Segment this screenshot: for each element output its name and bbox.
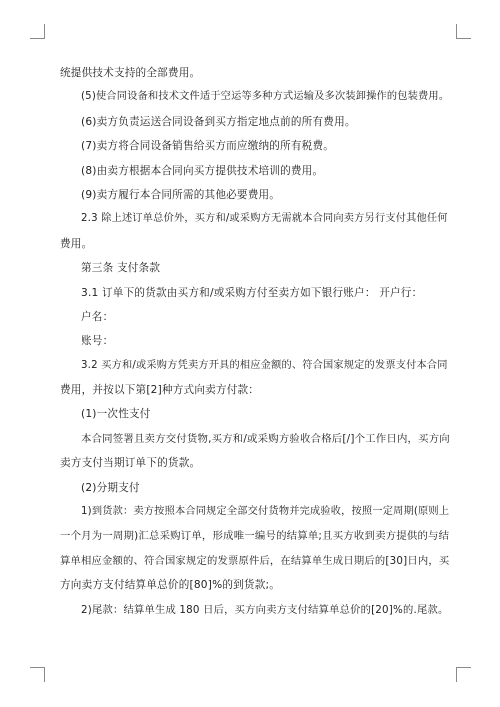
text-line: 本合同签署且卖方交付货物,买方和/或采购方验收合格后[/]个工作日内，买方向 <box>81 432 450 445</box>
text-line: 费用。 <box>60 237 93 250</box>
text-line: (6)卖方负责运送合同设备到买方指定地点前的所有费用。 <box>81 115 356 128</box>
text-line: 户名： <box>81 310 114 323</box>
text-line: (5)使合同设备和技术文件适于空运等多种方式运输及多次装卸操作的包装费用。 <box>81 91 450 103</box>
document-body <box>60 61 450 622</box>
text-line: 算单相应金额的、符合国家规定的发票原件后，在结算单生成日期后的[30]日内，买 <box>60 554 450 567</box>
crop-mark-top-right <box>456 24 471 39</box>
text-line: 统提供技术支持的全部费用。 <box>60 67 201 79</box>
text-line: 3.2 买方和/或采购方凭卖方开具的相应金额的、符合国家规定的发票支付本合同 <box>81 359 448 371</box>
text-line: 卖方支付当期订单下的货款。 <box>60 457 201 470</box>
crop-mark-top-left <box>30 24 45 39</box>
text-line: 费用，并按以下第[2]种方式向卖方付款： <box>60 384 260 397</box>
text-line: 2.3 除上述订单总价外，买方和/或采购方无需就本合同向卖方另行支付其他任何 <box>81 213 448 225</box>
text-line: (2)分期支付 <box>81 481 140 494</box>
text-line: 账号： <box>81 335 114 348</box>
crop-mark-bottom-right <box>456 667 471 682</box>
text-line: (1)一次性支付 <box>81 408 151 421</box>
crop-mark-bottom-left <box>30 667 45 682</box>
text-line: (7)卖方将合同设备销售给买方而应缴纳的所有税费。 <box>81 140 335 153</box>
text-line: (8)由卖方根据本合同向买方提供技术培训的费用。 <box>81 164 324 177</box>
text-line: 一个月为一周期)汇总采购订单，形成唯一编号的结算单;且买方收到卖方提供的与结 <box>60 530 450 543</box>
section-heading: 第三条 支付条款 <box>81 262 161 275</box>
text-line: 1)到货款：卖方按照本合同规定全部交付货物并完成验收，按照一定周期(原则上 <box>81 506 450 518</box>
text-line: 3.1 订单下的货款由买方和/或采购方付至卖方如下银行账户： 开户行： <box>81 286 423 299</box>
text-line: 2)尾款：结算单生成 180 日后，买方向卖方支付结算单总价的[20]%的.尾款。 <box>81 603 449 616</box>
text-line: 方向卖方支付结算单总价的[80]%的到货款;。 <box>60 579 281 592</box>
text-line: (9)卖方履行本合同所需的其他必要费用。 <box>81 188 281 201</box>
